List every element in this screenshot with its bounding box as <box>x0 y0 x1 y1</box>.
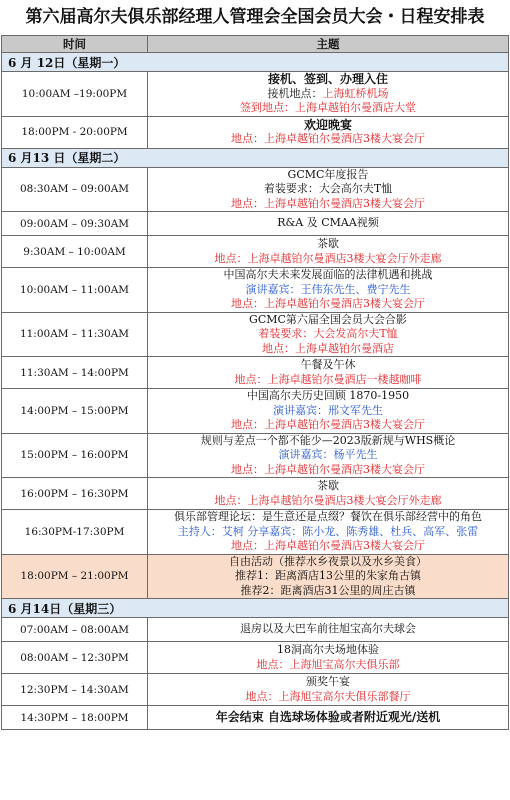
schedule-table <box>1 34 509 730</box>
schedule-row <box>2 478 509 510</box>
location-line: 地点：上海卓越铂尔曼酒店一楼越咖啡 <box>234 372 422 386</box>
schedule-body <box>2 53 509 730</box>
topic-line: 18洞高尔夫场地体验 <box>277 643 379 656</box>
time-cell: 16:00PM – 16:30PM <box>2 478 148 510</box>
table-header-row <box>2 36 509 53</box>
time-cell: 12:30PM – 14:30AM <box>2 674 148 706</box>
page-title: 第六届高尔夫俱乐部经理人管理会全国会员大会・日程安排表 <box>25 7 485 27</box>
topic-cell <box>148 236 509 268</box>
time-cell: 18:00PM – 21:00PM <box>2 554 148 599</box>
topic-line: 中国高尔夫未来发展面临的法律机遇和挑战 <box>223 268 433 281</box>
location-line: 地点：上海卓越铂尔曼酒店3楼大宴会厅 <box>231 132 425 145</box>
schedule-row <box>2 357 509 389</box>
topic-title: 欢迎晚宴 <box>303 117 352 132</box>
schedule-row <box>2 116 509 148</box>
location-line: 地点：上海卓越铂尔曼酒店3楼大宴会厅 <box>231 462 425 476</box>
location-line: 着装要求：大会发高尔夫T恤 <box>258 327 398 340</box>
topic-line <box>150 87 506 102</box>
schedule-row <box>2 618 509 642</box>
topic-cell <box>148 618 509 642</box>
topic-line: 规则与差点一个都不能少—2023版新规与WHS概论 <box>200 433 456 447</box>
topic-line: 俱乐部管理论坛：是生意还是点缀？餐饮在俱乐部经营中的角色 <box>174 510 482 523</box>
schedule-row <box>2 72 509 117</box>
topic-cell <box>148 706 509 730</box>
speaker-line: 主持人：艾柯 分享嘉宾：陈小龙、陈秀雄、杜兵、高军、张雷 <box>177 524 479 538</box>
day-header-row <box>2 53 509 72</box>
time-cell: 10:00AM – 11:00AM <box>2 268 148 313</box>
topic-title: 接机、签到、办理入住 <box>267 72 388 86</box>
day-label: 6 月 12日（星期一） <box>2 53 509 72</box>
time-cell: 16:30PM-17:30PM <box>2 510 148 555</box>
schedule-row <box>2 236 509 268</box>
topic-cell <box>148 357 509 389</box>
speaker-line: 演讲嘉宾：杨平先生 <box>278 448 378 461</box>
topic-line: 推荐2：距离酒店31公里的周庄古镇 <box>240 583 416 597</box>
topic-title: 年会结束 自选球场体验或者附近观光/送机 <box>215 710 441 725</box>
topic-line: 推荐1：距离酒店13公里的朱家角古镇 <box>235 569 421 582</box>
day-header-row <box>2 148 509 167</box>
time-cell: 14:00PM – 15:00PM <box>2 389 148 434</box>
topic-line: 着装要求：大会高尔夫T恤 <box>263 182 393 195</box>
day-label: 6 月14日（星期三） <box>2 599 509 618</box>
topic-cell <box>148 478 509 510</box>
topic-line: R&A 及 CMAA视频 <box>277 216 379 230</box>
location-line: 签到地点：上海卓越铂尔曼酒店大堂 <box>240 101 416 114</box>
time-cell: 10:00AM –19:00PM <box>2 72 148 117</box>
topic-line: 颁奖午宴 <box>306 675 350 688</box>
topic-cell <box>148 72 509 117</box>
schedule-row <box>2 389 509 434</box>
time-cell: 07:00AM – 08:00AM <box>2 618 148 642</box>
location-line: 地点：上海卓越铂尔曼酒店3楼大宴会厅 <box>231 539 425 552</box>
topic-line: 茶歇 <box>317 237 339 250</box>
time-cell: 09:00AM – 09:30AM <box>2 212 148 236</box>
schedule-row <box>2 433 509 478</box>
topic-line: 茶歇 <box>317 479 339 492</box>
time-cell: 08:00AM – 12:30PM <box>2 642 148 674</box>
topic-cell <box>148 389 509 434</box>
schedule-row <box>2 510 509 555</box>
time-cell: 18:00PM - 20:00PM <box>2 116 148 148</box>
time-cell: 11:00AM – 11:30AM <box>2 312 148 357</box>
schedule-row <box>2 706 509 730</box>
time-cell: 9:30AM – 10:00AM <box>2 236 148 268</box>
topic-cell <box>148 642 509 674</box>
topic-cell <box>148 312 509 357</box>
topic-line: 自由活动（推荐水乡夜景以及水乡美食） <box>229 554 427 568</box>
speaker-line: 演讲嘉宾：王伟东先生、费宁先生 <box>245 282 411 296</box>
topic-line: GCMC第六届全国会员大会合影 <box>249 312 407 326</box>
time-cell: 08:30AM – 09:00AM <box>2 167 148 212</box>
topic-cell <box>148 116 509 148</box>
time-cell: 15:00PM – 16:00PM <box>2 433 148 478</box>
topic-cell <box>148 167 509 212</box>
speaker-line: 演讲嘉宾：邢文军先生 <box>273 403 383 417</box>
topic-cell <box>148 510 509 555</box>
topic-line: 退房以及大巴车前往旭宝高尔夫球会 <box>240 622 416 636</box>
schedule-row <box>2 212 509 236</box>
location-line: 地点：上海卓越铂尔曼酒店3楼大宴会厅 <box>231 196 425 210</box>
location-line: 地点：上海卓越铂尔曼酒店3楼大宴会厅外走廊 <box>214 493 442 507</box>
topic-line: 午餐及午休 <box>300 358 356 371</box>
topic-cell <box>148 268 509 313</box>
location-line: 地点：上海卓越铂尔曼酒店3楼大宴会厅 <box>231 297 425 310</box>
location-line: 地点：上海旭宝高尔夫俱乐部 <box>256 657 400 671</box>
location-label: 接机地点： <box>267 86 323 100</box>
location-line: 地点：上海卓越铂尔曼酒店 <box>262 341 394 355</box>
schedule-row <box>2 554 509 599</box>
time-cell: 11:30AM – 14:00PM <box>2 357 148 389</box>
topic-cell <box>148 674 509 706</box>
schedule-row <box>2 312 509 357</box>
schedule-row <box>2 268 509 313</box>
topic-cell <box>148 554 509 599</box>
schedule-row <box>2 167 509 212</box>
topic-cell <box>148 212 509 236</box>
location-value: 上海虹桥机场 <box>322 86 389 100</box>
day-label: 6 月13 日（星期二） <box>2 148 509 167</box>
schedule-row <box>2 674 509 706</box>
location-line: 地点：上海卓越铂尔曼酒店3楼大宴会厅 <box>231 418 425 431</box>
topic-line: GCMC年度报告 <box>287 167 369 181</box>
header-topic: 主题 <box>148 36 509 53</box>
location-line: 地点：上海旭宝高尔夫俱乐部餐厅 <box>245 689 411 703</box>
day-header-row <box>2 599 509 618</box>
topic-cell <box>148 433 509 478</box>
topic-line: 中国高尔夫历史回顾 1870-1950 <box>246 389 410 402</box>
location-line: 地点：上海卓越铂尔曼酒店3楼大宴会厅外走廊 <box>214 251 442 265</box>
schedule-row <box>2 642 509 674</box>
header-time: 时间 <box>2 36 148 53</box>
time-cell: 14:30PM – 18:00PM <box>2 706 148 730</box>
